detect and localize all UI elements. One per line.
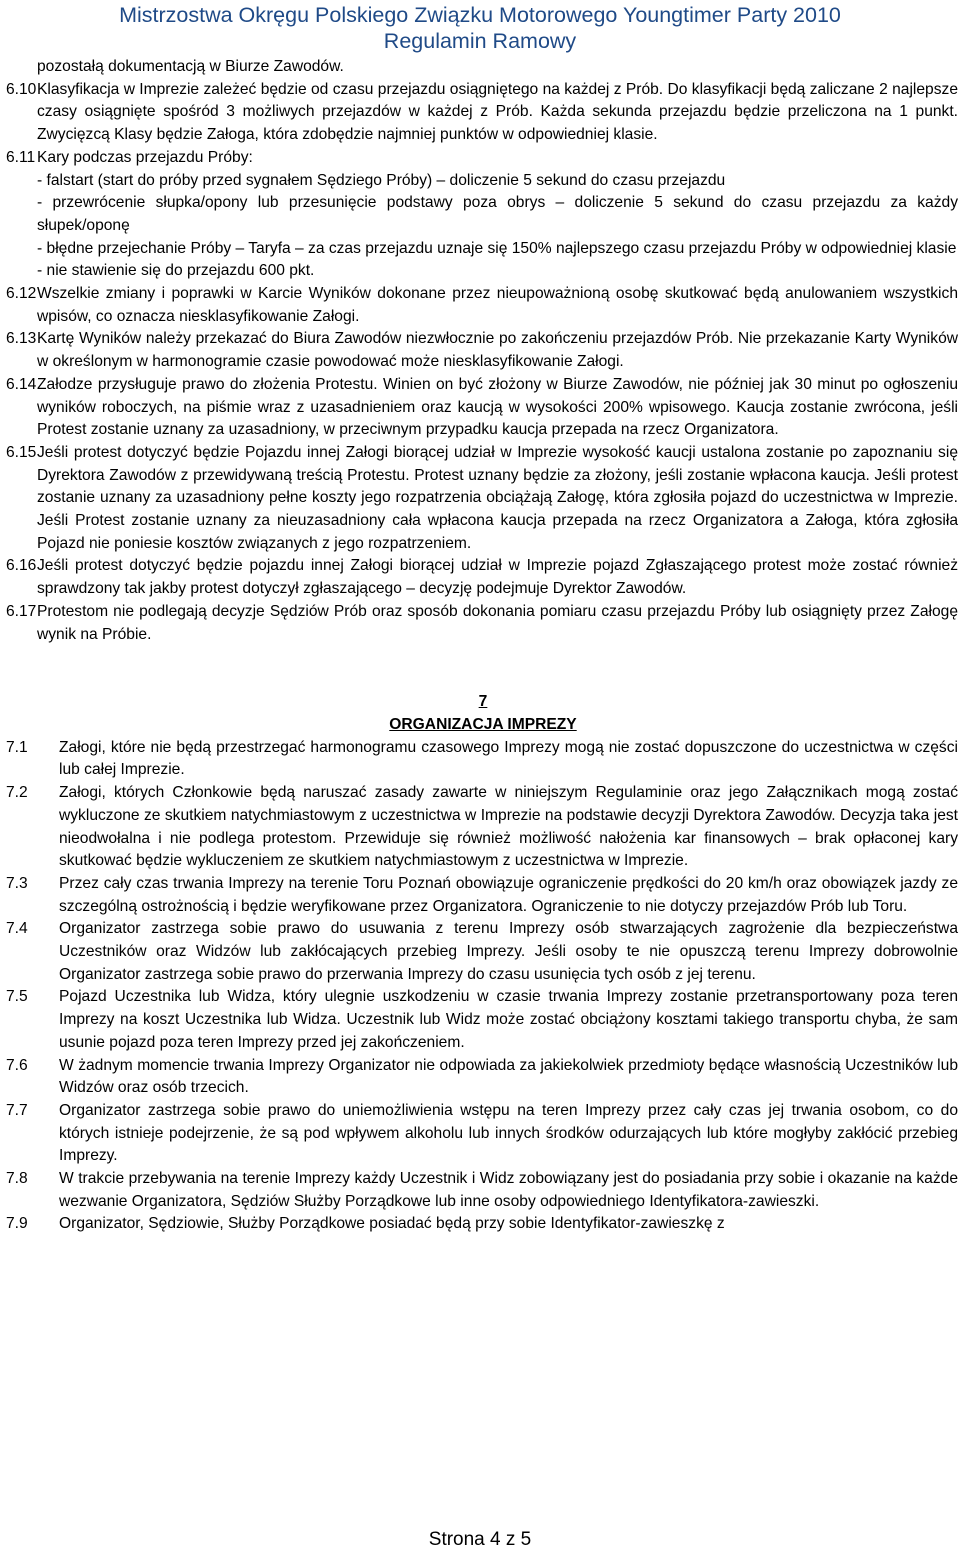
item-number: 7.7 <box>6 1101 28 1119</box>
item-7-8 <box>8 1168 958 1213</box>
item-7-5 <box>8 986 958 1054</box>
header-title: Mistrzostwa Okręgu Polskiego Związku Motorowego Youngtimer Party 2010 <box>119 3 841 27</box>
item-6-13 <box>8 328 958 373</box>
paragraph-continuation <box>8 56 958 79</box>
item-text: Załodze przysługuje prawo do złożenia Protestu. Winien on być złożony w Biurze Zawodów, nie później jak 30 minut po ogłoszeniu wyników roboczych, na piśmie wraz z uzasadnieniem oraz kaucją w wysokości 200% wpisowego. Kaucja zostanie zwrócona, jeśli Protest zostanie uznany za uzasadniony, w przeciwnym przypadku kaucja przepada na rzecz Organizatora. <box>37 375 958 439</box>
page-header <box>0 2 960 54</box>
item-number: 6.13 <box>6 330 37 348</box>
item-number: 7.5 <box>6 988 28 1006</box>
item-number: 7.6 <box>6 1056 28 1074</box>
item-text: Pojazd Uczestnika lub Widza, który ulegnie uszkodzeniu w czasie trwania Imprezy zostanie przetransportowany poza teren Imprezy na koszt Uczestnika lub Widza. Uczestnik lub Widz może zostać obciążony kosztami takiego transportu chyba, że sam usunie pojazd poza teren Imprezy przed jej zakończeniem. <box>59 988 958 1051</box>
item-number: 7.4 <box>6 920 28 938</box>
penalty-wrong-route: - błędne przejechanie Próby – Taryfa – za czas przejazdu uznaje się 150% najlepszego czasu przejazdu Próby w odpowiedniej klasie <box>37 239 957 257</box>
item-text: Przez cały czas trwania Imprezy na terenie Toru Poznań obowiązuje ograniczenie prędkości do 20 km/h oraz obowiązek jazdy ze szczególną ostrożnością i będzie weryfikowane przez Organizatora. Ograniczenie to nie dotyczy przejazdów Prób lub Toru. <box>59 874 958 915</box>
item-number: 7.9 <box>6 1215 28 1233</box>
item-6-14 <box>8 374 958 442</box>
item-number: 6.10 <box>6 80 37 98</box>
item-text: Organizator zastrzega sobie prawo do usuwania z terenu Imprezy osób stwarzających zagrożenie dla bezpieczeństwa Uczestników oraz Widzów lub zakłócających przebieg Imprezy. Jeśli osoby te nie opuszczą terenu Imprezy dobrowolnie Organizator zastrzega sobie prawo do przerwania Imprezy do czasu usunięcia tych osób z jej terenu. <box>59 920 958 983</box>
item-7-3 <box>8 873 958 918</box>
item-text: W trakcie przebywania na terenie Imprezy każdy Uczestnik i Widz zobowiązany jest do posiadania przy sobie i okazanie na każde wezwanie Organizatora, Sędziów Służby Porządkowe lub inne osoby odpowiedniego Identyfikatora-zawieszki. <box>59 1170 958 1210</box>
item-text: Jeśli protest dotyczyć będzie pojazdu innej Załogi biorącej udział w Imprezie pojazd Zgłaszającego protest może zostać również sprawdzony tak jakby protest dotyczył zgłaszającego – decyzję podejmuje Dyrektor Zawodów. <box>37 557 958 598</box>
section-6 <box>8 56 958 646</box>
item-7-9 <box>8 1213 958 1236</box>
item-7-1 <box>8 737 958 782</box>
item-6-12 <box>8 283 958 328</box>
item-text: Protestom nie podlegają decyzje Sędziów Prób oraz sposób dokonania pomiaru czasu przejazdu Próby lub osiągnięty przez Załogę wynik na Próbie. <box>37 602 958 643</box>
item-text: Organizator, Sędziowie, Służby Porządkowe posiadać będą przy sobie Identyfikator-zawieszkę z <box>59 1215 725 1233</box>
item-number: 7.1 <box>6 738 28 756</box>
section-number: 7 <box>478 693 488 711</box>
item-number: 7.2 <box>6 784 28 802</box>
item-text: Organizator zastrzega sobie prawo do uniemożliwienia wstępu na teren Imprezy przez cały czas jej trwania osobom, co do których istnieje podejrzenie, że są pod wpływem alkoholu lub innych środków odurzających lub które mogłyby zakłócić przebieg Imprezy. <box>59 1101 958 1165</box>
item-7-4 <box>8 918 958 986</box>
item-text: pozostałą dokumentacją w Biurze Zawodów. <box>37 58 344 75</box>
item-text: W żadnym momencie trwania Imprezy Organizator nie odpowiada za jakiekolwiek przedmioty będące własnością Uczestników lub Widzów oraz osób trzecich. <box>59 1056 958 1097</box>
item-number: 6.16 <box>6 557 37 575</box>
section-7 <box>8 737 958 1236</box>
item-7-7 <box>8 1100 958 1168</box>
item-7-2 <box>8 782 958 873</box>
item-number: 7.3 <box>6 874 28 892</box>
item-number: 6.14 <box>6 375 37 393</box>
page-number: Strona 4 z 5 <box>428 1529 532 1550</box>
item-text: Kary podczas przejazdu Próby: <box>37 148 253 166</box>
item-7-6 <box>8 1055 958 1100</box>
item-text: Klasyfikacja w Imprezie zależeć będzie od czasu przejazdu osiągniętego na każdej z Prób. Do klasyfikacji będą zaliczane 2 najlepsze czasy osiągnięte spośród 3 możliwych przejazdów w każdej z Prób. Każda sekunda przejazdu będzie przeliczona na 1 punkt. Zwycięzcą Klasy będzie Załoga, która zdobędzie najmniej punktów w odpowiedniej klasie. <box>37 80 958 144</box>
penalty-falstart: - falstart (start do próby przed sygnałem Sędziego Próby) – doliczenie 5 sekund do czasu przejazdu <box>37 171 726 189</box>
item-6-11 <box>8 147 958 283</box>
item-number: 6.11 <box>6 148 36 166</box>
section-spacer <box>8 646 958 691</box>
item-text: Kartę Wyników należy przekazać do Biura Zawodów niezwłocznie po zakończeniu przejazdów Prób. Nie przekazanie Karty Wyników w określonym w harmonogramie czasie powodować może niesklasyfikowanie Załogi. <box>37 330 958 371</box>
document-body <box>8 56 958 1236</box>
item-number: 7.8 <box>6 1170 28 1188</box>
item-text: Załogi, które nie będą przestrzegać harmonogramu czasowego Imprezy mogą nie zostać dopuszczone do uczestnictwa w części lub całej Imprezie. <box>59 738 958 779</box>
item-number: 6.15 <box>6 443 37 461</box>
item-6-15 <box>8 442 958 556</box>
item-text: Wszelkie zmiany i poprawki w Karcie Wyników dokonane przez nieupoważnioną osobę skutkować będą anulowaniem wszystkich wpisów, co oznacza niesklasyfikowanie Załogi. <box>37 285 958 325</box>
item-6-16 <box>8 555 958 600</box>
penalty-pylon: - przewrócenie słupka/opony lub przesunięcie podstawy poza obrys – doliczenie 5 sekund do czasu przejazdu za każdy słupek/oponę <box>37 194 958 234</box>
item-6-17 <box>8 601 958 646</box>
penalty-no-show: - nie stawienie się do przejazdu 600 pkt. <box>37 262 315 280</box>
item-number: 6.17 <box>6 602 37 620</box>
item-text: Załogi, których Członkowie będą naruszać zasady zawarte w niniejszym Regulaminie oraz jego Załącznikach mogą zostać wykluczone ze skutkiem natychmiastowym z uczestnictwa w Imprezie na podstawie decyzji Dyrektora Zawodów. Decyzja taka jest nieodwołalna i nie podlega protestom. Przewiduje się również możliwość nałożenia kar finansowych – brak opłaconej kary skutkować będzie wykluczeniem ze skutkiem natychmiastowym z uczestnictwa w Imprezie. <box>59 784 958 870</box>
header-subtitle: Regulamin Ramowy <box>383 29 577 53</box>
item-6-10 <box>8 79 958 147</box>
section-title: ORGANIZACJA IMPREZY <box>389 715 577 733</box>
item-text: Jeśli protest dotyczyć będzie Pojazdu innej Załogi biorącej udział w Imprezie wysokość kaucji ustalona zostanie po zapoznaniu się Dyrektora Zawodów z przewidywaną treścią Protestu. Protest uznany będzie za złożony, jeśli zostanie wpłacona kaucja. Jeśli protest zostanie uznany za uzasadniony pełne koszty jego rozpatrzenia obciążają Załogę, która zgłosiła pojazd do uczestnictwa w Imprezie. Jeśli Protest zostanie uznany za nieuzasadniony cała wpłacona kaucja przepada na rzecz Organizatora a Załoga, która zgłosiła Pojazd nie poniesie kosztów związanych z jego rozpatrzeniem. <box>37 443 958 552</box>
item-number: 6.12 <box>6 285 37 303</box>
